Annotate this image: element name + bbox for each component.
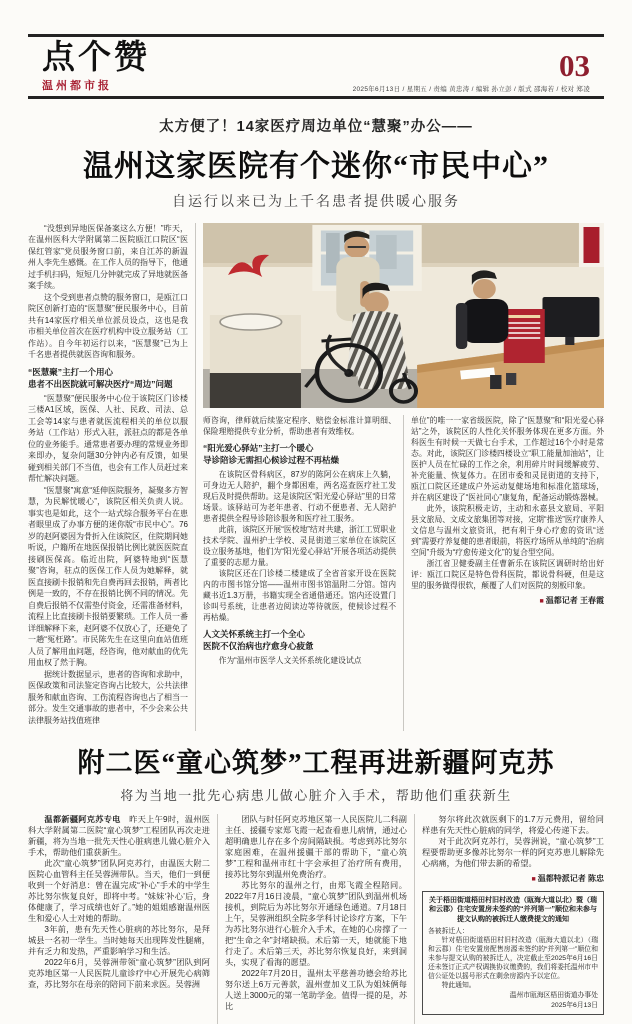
masthead xyxy=(42,41,150,93)
date-line: 2025年6月13日 / 星期五 / 责编 黄忠涛 / 编辑 孙立彭 / 版式 邵海若 / 校对 郑凌 xyxy=(352,85,590,93)
notice-signature: 温州市瓯海区梧田街道办事处 xyxy=(509,992,598,1000)
subhead-line: 导诊陪诊无需担心候诊过程不再枯燥 xyxy=(203,454,340,465)
paragraph: 据统计数据显示，患者的咨询和求助中，医保政策和司法鉴定咨询占比较大，公共法律服务和献血咨询、工伤流程咨询也占了相当一部分。发生交通事故的患者中，不少会来公共法律服务站找值班律 xyxy=(28,669,188,725)
paragraph: 对于此次阿克苏行，吴蓉洲说，“童心筑梦”工程要帮助更多像苏比努尔一样的阿克苏患儿解除先心病痛，为他们带去新的希望。 xyxy=(422,836,604,868)
article2-column-3 xyxy=(422,814,604,1024)
notice-closing: 特此通知。 xyxy=(441,982,476,990)
subhead-line: 患者不出医院就可解决医疗“周边”问题 xyxy=(28,378,173,389)
byline-text: 温都记者 王春霞 xyxy=(545,595,604,605)
paragraph: “医慧聚”寓意“延伸医院服务，凝聚多方智慧，为民解忧暖心”，该院区相关负责人说。事实也是如此，这个一站式综合服务平台在患者眼里成了办事方便的迷你版“市民中心”。76岁的赵阿婆因为骨折入住该院区，住院期间她听说，户籍所在地医保报销比例比就医医院直接刷医保高。临近出院，阿婆特地到“医慧聚”咨询，驻点的医保工作人员为她解释，就医直接刷卡报销和先自费再回去报销，两者比例是一致的，不存在报销比例不同的情况。先自费后报销不仅需垫付资金，还需准备材料，流程上比直接刷卡报销要繁琐。工作人员一番详细解释下来，赵阿婆不仅放心了，还避免了一趟“冤枉路”。市民陈先生在这里向血站值班人员了解用血问题，经咨询，他对献血的优先用血权了然于胸。 xyxy=(28,485,188,668)
article1-subhead-1 xyxy=(28,366,188,390)
column-divider xyxy=(403,415,404,731)
paragraph: 努尔将此次就医剩下的1.7万元费用，留给同样患有先天性心脏病的同学，将爱心传递下去。 xyxy=(422,814,604,835)
paragraph: 这个受到患者点赞的服务窗口，是瓯江口院区创新打造的“医慧聚”便民服务中心，目前共有14家医疗相关单位派员设点，这也是我市相关单位首次在医疗机构中设立服务站（工作站）。自今年初运行以来，“医慧聚”已为上千名患者提供就医咨询和服务。 xyxy=(28,292,188,360)
paragraph: 此次“童心筑梦”团队阿克苏行，由温医大附二医院心血管科主任吴蓉洲带队。当天，他们一到便收到一个好消息：曾在温完成“补心”手术的中学生苏比努尔恢复良好，即将中考。“妹妹‘补心’后，身体健康了，学习成绩也好了。”她的姐姐感谢温州医生和爱心人士对她的帮助。 xyxy=(28,858,210,923)
public-notice-box xyxy=(422,891,604,1016)
paragraph: 浙江省卫健委副主任曹新乐在该院区调研时给出好评：瓯江口院区是特色骨科医院，都说骨科硬，但是这里的服务做得很软，颠覆了人们对医院的刻板印象。 xyxy=(411,558,604,590)
article2-headline: 附二医“童心筑梦”工程再进新疆阿克苏 xyxy=(77,747,555,778)
article2-column-2 xyxy=(225,814,407,1024)
paragraph: 2022年6月，吴蓉洲带领“童心筑梦”团队到阿克苏地区第一人民医院儿童诊疗中心开展先心病筛查，苏比努尔在母亲的陪同下前来求医。吴蓉洲 xyxy=(28,957,210,989)
byline-text: 温都特派记者 陈忠 xyxy=(537,873,604,883)
header-bottom-rule xyxy=(28,96,604,99)
paragraph: 作为“温州市医学人文关怀系统化建设试点 xyxy=(218,655,362,665)
photo-illustration xyxy=(203,223,604,408)
article1-byline xyxy=(411,595,604,607)
article1-column-3 xyxy=(411,415,604,731)
notice-paragraph: 针对梧田街道梧田村旧村改造（瓯海大道以北）（瑞和云郡）住宅安置房配售房源未签约的“并列第一”顺位和未参与提文认购的被拆迁人，决定截止至2025年6月16日还未签订正式产权调换协议缴费的，我们将委托温州市中信公证处以摇号形式在剩余房源内予以定位。 xyxy=(428,937,598,981)
dateline-tag: 温都新疆阿克苏专电 xyxy=(44,814,121,824)
article1-headline: 温州这家医院有个迷你“市民中心” xyxy=(83,149,549,183)
notice-title: 关于梧田街道梧田村旧村改造（瓯海大道以北）暨（瑞和云郡）住宅安置房未签约的“并列第一”顺位和未参与提文认购的被拆迁人缴费提文的通知 xyxy=(429,896,597,923)
paragraph: “没想到异地医保备案这么方便！”昨天，在温州医科大学附属第二医院瓯江口院区“医保红管家”党员服务窗口前，来自江苏的新温州人李先生感慨。在工作人员的指导下，他通过手机扫码，短短几分钟就完成了异地就医备案手续。 xyxy=(28,223,188,291)
page-number: 03 xyxy=(559,47,590,83)
paragraph: 在该院区骨科病区，87岁的陈阿公在病床上久躺，可身边无人陪护，翻个身都困难，两名巡查医疗社工发现后及时提供帮助。这是该院区“阳光爱心驿站”里的日常场景。该驿站可为老年患者、行动不便患者、无人陪护患者提供全程导诊陪诊服务和医疗社工服务。 xyxy=(203,469,396,523)
paragraph: 2022年7月20日，温州太平慈善功德会给苏比努尔送上6万元善款，温州壹加义工队为姐妹俩每人送上3000元的第一笔助学金。值得一提的是，苏比 xyxy=(225,968,407,1011)
paragraph: 单位”的唯一一家省级医院，除了“医慧聚”和“阳光爱心驿站”之外，该院区的人性化关怀服务体现在更多方面。外科医生有时候一天做七台手术，工作超过16个小时是常态。对此，该院区门诊楼四楼设立“职工能量加油站”，让医护人员在忙碌的工作之余，利用碎片时间缓解疲劳、补充能量、恢复体力。在团市委和灵昆街道的支持下，瓯江口院区还建成户外运动复健场地和标准化篮球场，并在病区建设了“医社同心”康复角，配备运动锻炼器械。 xyxy=(411,415,604,502)
paragraph: 团队与时任阿克苏地区第一人民医院儿二科副主任、援疆专家郑飞霞一起查看患儿病情，通过心超明确患儿存在多个房间隔缺损。考虑到苏比努尔家庭困难，在温州援疆干部的帮助下，“童心筑梦”工程和温州市红十字会承担了治疗所有费用，接苏比努尔到温州免费治疗。 xyxy=(225,814,407,879)
paragraph xyxy=(28,814,210,858)
paragraph: 该院区还在门诊楼二楼建成了全省首家开设在医院内的市图书馆分馆——温州市图书馆温附二分馆。馆内藏书近1.3万册，书籍实现全省通借通还。馆内还设置门诊叫号系统，让患者边阅读边等待就医，使候诊过程不再枯燥。 xyxy=(203,568,396,622)
notice-date: 2025年6月13日 xyxy=(551,1002,598,1010)
byline-square-icon: ■ xyxy=(531,875,536,883)
paragraph: 师咨询，律师就后续鉴定程序、赔偿金标准计算明细、保险理赔提供专业分析，帮助患者有效维权。 xyxy=(203,415,396,436)
article-photo xyxy=(203,223,604,408)
paragraph: 此前，该院区开展“医校地”结对共建，浙江工贸职业技术学院、温州护士学校、灵昆街道三家单位在该院区设立服务基地，他们为“阳光爱心驿站”开展各项活动提供了重要的志愿力量。 xyxy=(203,524,396,567)
article-secondary xyxy=(28,741,604,1024)
subhead-line: “阳光爱心驿站”主打一个暖心 xyxy=(203,442,314,453)
article-main xyxy=(28,115,604,731)
article1-subtitle: 自运行以来已为上千名患者提供暖心服务 xyxy=(172,192,460,209)
article1-column-1 xyxy=(28,223,188,731)
article1-kicker: 太方便了！14家医疗周边单位“慧聚”办公—— xyxy=(159,118,473,135)
paragraph: 此外，该院积极走访，主动和永嘉县文旅局、平阳县文旅局、文成文旅集团等对接，定期“推送”医疗康养人文信息与温州文旅资讯，把有利于身心疗愈的资讯“送到”需要疗养复健的患者眼前，将医疗场所从单纯的“治病空间”升级为“疗愈传递文化”的复合型空间。 xyxy=(411,503,604,557)
column-divider xyxy=(217,814,218,1024)
article2-subtitle: 将为当地一批先心病患儿做心脏介入手术，帮助他们重获新生 xyxy=(120,787,512,803)
byline-square-icon: ■ xyxy=(539,597,544,605)
paragraph: “医慧聚”便民服务中心位于该院区门诊楼三楼A1区域，医保、人社、民政、司法、总工会等14家与患者就医流程相关的单位以服务站（工作站）形式入驻，派驻点的都是各单位的业务能手。通常患者要办理的常规业务即来即办，复杂问题30分钟内必有反馈，如果碰到相关部门不当值，也会有工作人员赶过来帮忙解决问题。 xyxy=(28,393,188,484)
article1-subhead-3 xyxy=(203,628,396,652)
notice-salutation: 各被拆迁人： xyxy=(428,928,469,936)
page-header xyxy=(28,34,604,99)
section-title: 点个赞 xyxy=(42,40,150,76)
paragraph-text: 昨天上午9时，温州医科大学附属第二医院“童心筑梦”工程团队再次走进新疆，将为当地一批先天性心脏病患儿做心脏介入手术，帮助他们重获新生。 xyxy=(28,814,210,857)
subhead-line: “医慧聚”主打一个用心 xyxy=(28,366,114,377)
column-divider xyxy=(195,223,196,731)
subhead-line: 人文关怀系统主打一个全心 xyxy=(203,628,306,639)
article2-column-1 xyxy=(28,814,210,1024)
paper-name: 温州都市报 xyxy=(42,79,112,92)
paragraph: 3年前，患有先天性心脏病的苏比努尔，是拜城县一名初一学生。当时她每天出现阵发性腿痛，并有乏力和发热，严重影响学习和生活。 xyxy=(28,924,210,956)
article1-column-2 xyxy=(203,415,396,731)
column-divider xyxy=(414,814,415,1024)
subhead-line: 医院不仅治病也疗愈身心疲惫 xyxy=(203,640,314,651)
paragraph: 苏比努尔的温州之行，由郑飞霞全程陪同。2022年7月16日凌晨，“童心筑梦”团队到温州机场接机，到院后为苏比努尔开通绿色通道。7月18日上午，吴蓉洲组织全院多学科讨论诊疗方案，下午为苏比努尔进行心脏介入手术，在她的心房撑了一把“生命之伞”封堵缺损。术后第一天，她就能下地行走了。术后第三天，苏比努尔恢复良好，来到洞头，实现了看海的愿望。 xyxy=(225,880,407,967)
article1-subhead-2 xyxy=(203,442,396,466)
article2-byline xyxy=(422,873,604,885)
